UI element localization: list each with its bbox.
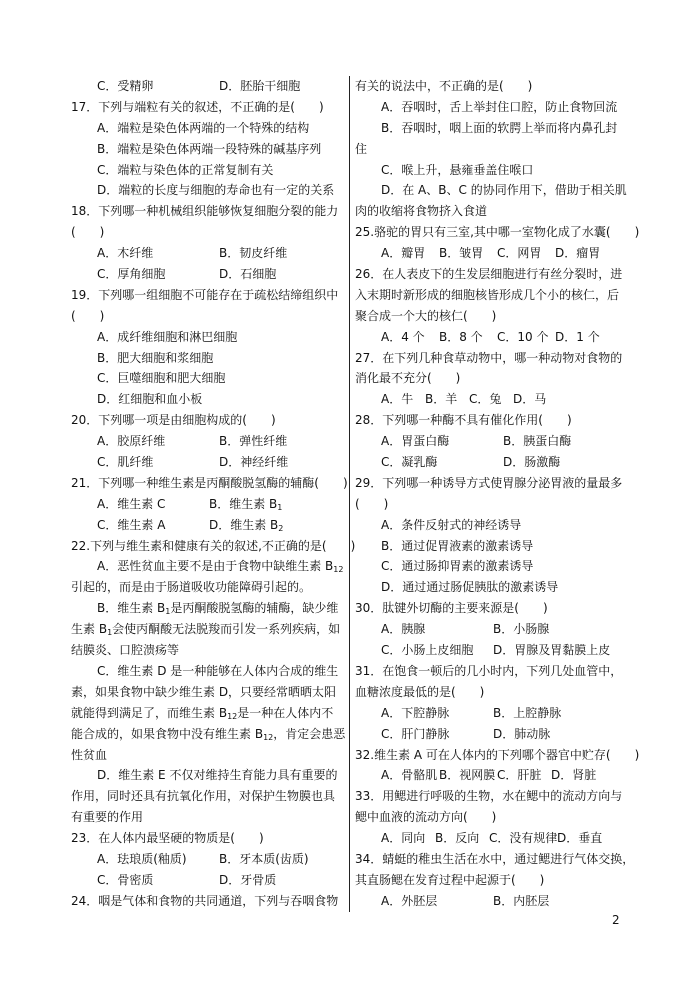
q19-option-d: D．红细胞和血小板 <box>97 392 203 407</box>
q22-option-c-cont2: 就能得到满足了，而维生素 $B_{12}$是一种在人体内不 <box>71 705 334 721</box>
option-d: D．垂直 <box>557 831 603 846</box>
q18-options-ab <box>71 243 349 264</box>
q22-option-c-cont3: 能合成的，如果食物中没有维生素 $B_{12}$，肯定会患恶 <box>71 726 346 742</box>
question-29-bracket: ( ) <box>355 496 389 511</box>
option-a: A．维生素 C <box>97 496 166 511</box>
option-b: B．内胚层 <box>493 893 550 908</box>
q19-option-b: B．肥大细胞和浆细胞 <box>97 350 214 365</box>
option-c: C．受精卵 <box>97 79 154 93</box>
option-d: D．石细胞 <box>219 267 277 282</box>
q31-options-cd <box>355 724 628 745</box>
q24-option-b: B．吞咽时，咽上面的软腭上举而将内鼻孔封 <box>381 120 618 135</box>
question-19-bracket: ( ) <box>71 308 105 323</box>
q22-option-a-cont: 引起的，而是由于肠道吸收功能障碍引起的。 <box>71 580 312 595</box>
q21-options-ab <box>71 494 349 515</box>
option-b: B．8 个 <box>439 329 483 344</box>
option-b: B．反向 <box>435 831 480 846</box>
question-27-cont: 消化最不充分( ) <box>355 371 461 386</box>
page-number: 2 <box>612 913 620 927</box>
question-26: 26．在人表皮下的生发层细胞进行有丝分裂时，进 <box>355 267 623 282</box>
question-31-cont: 血糖浓度最低的是( ) <box>355 684 485 699</box>
question-25: 25.骆驼的胃只有三室,其中哪一室物化成了水囊( ) <box>355 225 640 240</box>
option-c: C．肌纤维 <box>97 455 154 470</box>
option-b: B．弹性纤维 <box>219 434 288 449</box>
question-34-cont: 其直肠鳃在发育过程中起源于( ) <box>355 872 545 887</box>
option-b: B．胰蛋白酶 <box>503 434 572 449</box>
option-a: A．外胚层 <box>381 893 438 908</box>
q28-options-ab <box>355 431 628 452</box>
option-a: A．4 个 <box>381 329 425 344</box>
option-d: D．肾脏 <box>551 768 597 783</box>
question-32: 32.维生素 A 可在人体内的下列哪个器官中贮存( ) <box>355 747 640 762</box>
option-a: A．胰腺 <box>381 622 426 637</box>
q30-options-cd <box>355 640 628 661</box>
option-c: C．凝乳酶 <box>381 455 438 470</box>
q18-options-cd <box>71 264 349 285</box>
question-31: 31．在饱食一顿后的几小时内，下列几处血管中， <box>355 663 623 678</box>
option-d: D．肠激酶 <box>503 455 561 470</box>
option-a: A．木纤维 <box>97 246 154 261</box>
option-b: B．皱胃 <box>439 246 484 261</box>
option-b: B．韧皮纤维 <box>219 246 288 261</box>
option-a: A．同向 <box>381 831 426 846</box>
q24-option-b-cont: 住 <box>355 141 368 156</box>
option-c: C．10 个 <box>497 329 549 344</box>
q22-option-c-cont: 素，如果食物中缺少维生素 D，只要经常晒晒太阳 <box>71 684 337 699</box>
question-24-cont: 有关的说法中，不正确的是( ) <box>355 79 533 93</box>
option-a: A．瓣胃 <box>381 246 426 261</box>
option-b: B．小肠腺 <box>493 622 550 637</box>
question-22: 22.下列与维生素和健康有关的叙述,不正确的是( ) <box>71 538 356 553</box>
question-28: 28．下列哪一种酶不具有催化作用( ) <box>355 413 572 428</box>
question-18-bracket: ( ) <box>71 225 105 240</box>
question-21: 21．下列哪一种维生素是丙酮酸脱氢酶的辅酶( ) <box>71 475 348 490</box>
q29-option-b: B．通过促胃液素的激素诱导 <box>381 538 534 553</box>
option-b: B．上腔静脉 <box>493 705 562 720</box>
q22-option-c: C．维生素 D 是一种能够在人体内合成的维生 <box>97 663 339 678</box>
question-23: 23．在人体内最坚硬的物质是( ) <box>71 831 264 846</box>
q24-option-d: D．在 A、B、C 的协同作用下，借助于相关肌 <box>381 183 627 198</box>
question-26-cont2: 聚合成一个大的核仁( ) <box>355 308 497 323</box>
q17-option-d: D．端粒的长度与细胞的寿命也有一定的关系 <box>97 183 335 198</box>
q23-options-cd <box>71 870 349 891</box>
q22-option-d-cont2: 有重要的作用 <box>71 810 144 825</box>
q19-option-c: C．巨噬细胞和肥大细胞 <box>97 371 226 386</box>
option-b: B．视网膜 <box>439 768 496 783</box>
q22-option-b-cont: 生素 $B_1$会使丙酮酸无法脱羧而引发一系列疾病，如 <box>71 622 341 638</box>
q20-options-ab <box>71 431 349 452</box>
option-d: D．胃腺及胃黏膜上皮 <box>493 643 611 658</box>
q22-option-b-cont2: 结膜炎、口腔溃疡等 <box>71 643 180 658</box>
q30-options-ab <box>355 619 628 640</box>
q19-option-a: A．成纤维细胞和淋巴细胞 <box>97 329 238 344</box>
option-b: B．羊 <box>425 392 458 407</box>
q22-option-d-cont: 作用，同时还具有抗氧化作用，对保护生物膜也具 <box>71 789 336 804</box>
option-a: A．珐琅质(釉质) <box>97 851 187 866</box>
option-c: C．网胃 <box>497 246 542 261</box>
option-d: D．肺动脉 <box>493 726 551 741</box>
option-c: C．肝门静脉 <box>381 726 450 741</box>
column-divider <box>349 76 350 912</box>
q28-options-cd <box>355 452 628 473</box>
option-b: B．维生素 $B_1$ <box>209 496 283 512</box>
q24-option-d-cont: 肉的收缩将食物挤入食道 <box>355 204 488 219</box>
question-17: 17．下列与端粒有关的叙述，不正确的是( ) <box>71 99 324 114</box>
q17-option-a: A．端粒是染色体两端的一个特殊的结构 <box>97 120 310 135</box>
q29-option-a: A．条件反射式的神经诱导 <box>381 517 522 532</box>
q29-option-d: D．通过通过肠促胰肽的激素诱导 <box>381 580 559 595</box>
option-d: D．胚胎干细胞 <box>219 79 301 93</box>
question-30: 30．肽键外切酶的主要来源是( ) <box>355 601 548 616</box>
option-c: C．维生素 A <box>97 517 166 532</box>
question-33: 33．用鳃进行呼吸的生物，水在鳃中的流动方向与 <box>355 789 623 804</box>
question-20: 20．下列哪一项是由细胞构成的( ) <box>71 413 276 428</box>
option-a: A．下腔静脉 <box>381 705 450 720</box>
q31-options-ab <box>355 703 628 724</box>
q24-option-c: C．喉上升，悬雍垂盖住喉口 <box>381 162 534 177</box>
q22-option-d: D．维生素 E 不仅对维持生育能力具有重要的 <box>97 768 338 783</box>
q32-options <box>355 765 628 786</box>
option-c: C．没有规律 <box>489 831 558 846</box>
q34-options-ab <box>355 891 628 912</box>
option-d: D．神经纤维 <box>219 455 289 470</box>
q16-options-cd <box>71 76 349 97</box>
option-c: C．厚角细胞 <box>97 267 166 282</box>
question-24: 24．咽是气体和食物的共同通道，下列与吞咽食物 <box>71 893 339 908</box>
option-c: C．骨密质 <box>97 872 154 887</box>
option-d: D．瘤胃 <box>555 246 601 261</box>
left-column <box>71 76 356 912</box>
option-d: D．维生素 $B_2$ <box>209 517 284 533</box>
question-29: 29．下列哪一种诱导方式使胃腺分泌胃液的量最多 <box>355 475 623 490</box>
q17-option-b: B．端粒是染色体两端一段特殊的碱基序列 <box>97 141 322 156</box>
option-a: A．牛 <box>381 392 414 407</box>
option-c: C．肝脏 <box>497 768 542 783</box>
q26-options <box>355 327 628 348</box>
q23-options-ab <box>71 849 349 870</box>
right-column <box>355 76 640 912</box>
q20-options-cd <box>71 452 349 473</box>
option-c: C．兔 <box>469 392 502 407</box>
question-26-cont: 入末期时新形成的细胞核皆形成几个小的核仁，后 <box>355 287 620 302</box>
option-b: B．牙本质(齿质) <box>219 851 309 866</box>
q24-option-a: A．吞咽时，舌上举封住口腔，防止食物回流 <box>381 99 618 114</box>
q22-option-c-cont4: 性贫血 <box>71 747 108 762</box>
question-27: 27．在下列几种食草动物中，哪一种动物对食物的 <box>355 350 623 365</box>
q21-options-cd <box>71 515 349 536</box>
question-18: 18．下列哪一种机械组织能够恢复细胞分裂的能力 <box>71 204 339 219</box>
q33-options <box>355 828 628 849</box>
option-a: A．骨骼肌 <box>381 768 438 783</box>
q27-options <box>355 389 628 410</box>
option-d: D．1 个 <box>555 329 600 344</box>
q22-option-a: A．恶性贫血主要不是由于食物中缺维生素 $B_{12}$ <box>97 559 344 575</box>
question-19: 19．下列哪一组细胞不可能存在于疏松结缔组织中 <box>71 287 339 302</box>
q29-option-c: C．通过肠抑胃素的激素诱导 <box>381 559 534 574</box>
q25-options <box>355 243 628 264</box>
question-34: 34．蜻蜓的稚虫生活在水中，通过鳃进行气体交换， <box>355 851 635 866</box>
question-33-cont: 鳃中血液的流动方向( ) <box>355 810 497 825</box>
option-d: D．马 <box>513 392 547 407</box>
option-a: A．胃蛋白酶 <box>381 434 450 449</box>
option-d: D．牙骨质 <box>219 872 277 887</box>
q22-option-b: B．维生素 $B_1$是丙酮酸脱氢酶的辅酶，缺少维 <box>97 601 339 617</box>
option-a: A．胶原纤维 <box>97 434 166 449</box>
option-c: C．小肠上皮细胞 <box>381 643 474 658</box>
q17-option-c: C．端粒与染色体的正常复制有关 <box>97 162 274 177</box>
